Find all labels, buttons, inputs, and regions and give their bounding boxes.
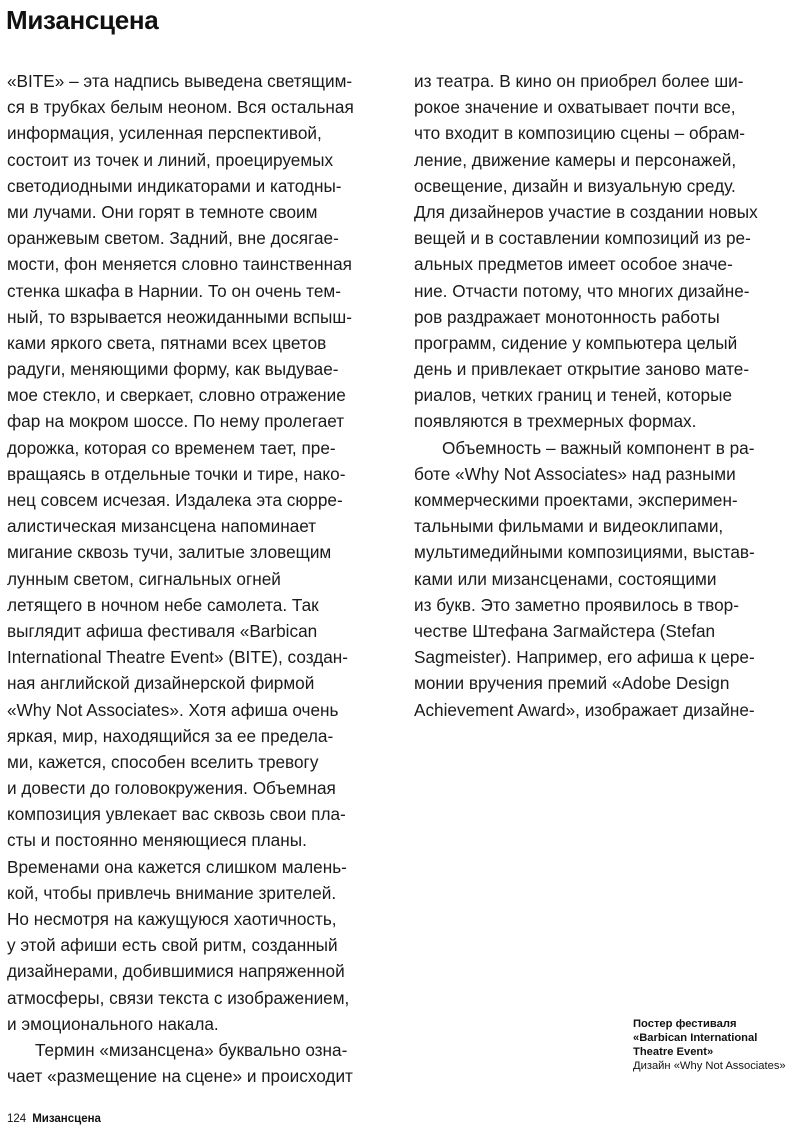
text-line: выглядит афиша фестиваля «Barbican <box>7 620 318 641</box>
page-footer <box>7 1112 101 1126</box>
text-line: лунным светом, сигнальных огней <box>7 568 281 589</box>
text-line: Термин «мизансцена» буквально озна- <box>35 1039 348 1060</box>
text-line: рокое значение и охватывает почти все, <box>414 97 736 118</box>
text-line: риалов, четких границ и теней, которые <box>414 385 733 406</box>
text-line: летящего в ночном небе самолета. Так <box>7 594 319 615</box>
text-line: Для дизайнеров участие в создании новых <box>414 201 758 222</box>
text-line: информация, усиленная перспективой, <box>7 123 322 144</box>
text-line: светодиодными индикаторами и катодны- <box>7 175 342 196</box>
text-line: и довести до головокружения. Объемная <box>7 778 336 799</box>
text-line: ками или мизансценами, состоящими <box>414 568 717 589</box>
text-line: композиция увлекает вас сквозь свои пла- <box>7 804 346 825</box>
figure-caption <box>633 1017 801 1073</box>
text-line: появляются в трехмерных формах. <box>414 411 697 432</box>
text-line: дизайнерами, добившимися напряженной <box>7 961 345 982</box>
caption-title-line: «Barbican International <box>633 1032 758 1044</box>
text-line: вращаясь в отдельные точки и тире, нако- <box>7 463 346 484</box>
text-line: оранжевым светом. Задний, вне досягае- <box>7 228 339 249</box>
text-line: тальными фильмами и видеоклипами, <box>414 516 724 537</box>
text-line: алистическая мизансцена напоминает <box>7 516 317 537</box>
text-line: атмосферы, связи текста с изображением, <box>7 987 350 1008</box>
text-line: ками яркого света, пятнами всех цветов <box>7 332 327 353</box>
text-line: состоит из точек и линий, проецируемых <box>7 149 334 170</box>
text-line: монии вручения премий «Adobe Design <box>414 673 730 694</box>
text-line: яркая, мир, находящийся за ее предела- <box>7 725 334 746</box>
text-line: мости, фон меняется словно таинственная <box>7 254 352 275</box>
text-line: Achievement Award», изображает дизайне- <box>414 699 755 720</box>
text-line: из букв. Это заметно проявилось в твор- <box>414 594 739 615</box>
text-line: ление, движение камеры и персонажей, <box>414 149 737 170</box>
text-line: Временами она кажется слишком малень- <box>7 856 347 877</box>
text-line: сты и постоянно меняющиеся планы. <box>7 830 307 851</box>
text-line: программ, сидение у компьютера целый <box>414 332 738 353</box>
text-line: честве Штефана Загмайстера (Stefan <box>414 620 716 641</box>
text-line: мультимедийными композициями, выстав- <box>414 542 755 563</box>
left-column-text <box>7 68 383 1089</box>
text-line: коммерческими проектами, эксперимен- <box>414 490 738 510</box>
text-line: нец совсем исчезая. Издалека эта сюрре- <box>7 490 343 510</box>
text-line: «BITE» – эта надпись выведена светящим- <box>7 71 353 91</box>
text-line: и эмоционального накала. <box>7 1013 219 1034</box>
caption-title-line: Theatre Event» <box>633 1046 714 1058</box>
text-line: альных предметов имеет особое значе- <box>414 254 733 275</box>
text-line: из театра. В кино он приобрел более ши- <box>414 71 744 91</box>
text-line: вещей и в составлении композиций из ре- <box>414 228 751 249</box>
text-line: ние. Отчасти потому, что многих дизайне- <box>414 280 750 301</box>
text-line: боте «Why Not Associates» над разными <box>414 463 736 484</box>
text-line: ся в трубках белым неоном. Вся остальная <box>7 97 354 118</box>
text-line: радуги, меняющими форму, как выдувае- <box>7 359 339 380</box>
text-line: Sagmeister). Например, его афиша к цере- <box>414 647 755 668</box>
running-head: Мизансцена <box>32 1113 101 1125</box>
text-line: день и привлекает открытие заново мате- <box>414 359 750 380</box>
text-line: кой, чтобы привлечь внимание зрителей. <box>7 882 337 903</box>
text-line: International Theatre Event» (BITE), создан- <box>7 647 349 668</box>
text-line: Объемность – важный компонент в ра- <box>442 437 755 458</box>
text-line: у этой афиши есть свой ритм, созданный <box>7 935 338 956</box>
text-line: мое стекло, и сверкает, словно отражение <box>7 385 346 406</box>
right-column-text <box>414 68 800 723</box>
text-line: фар на мокром шоссе. По нему пролегает <box>7 411 345 432</box>
text-line: ный, то взрывается неожиданными вспыш- <box>7 306 352 327</box>
text-line: ная английской дизайнерской фирмой <box>7 673 315 694</box>
page-number: 124 <box>7 1113 27 1125</box>
page-title: Мизансцена <box>6 5 159 35</box>
caption-title-line: Постер фестиваля <box>633 1018 737 1030</box>
text-line: ми, кажется, способен вселить тревогу <box>7 751 319 772</box>
text-line: стенка шкафа в Нарнии. То он очень тем- <box>7 280 341 301</box>
text-line: ров раздражает монотонность работы <box>414 306 720 327</box>
text-line: Но несмотря на кажущуюся хаотичность, <box>7 909 337 929</box>
text-line: освещение, дизайн и визуальную среду. <box>414 175 736 196</box>
text-line: «Why Not Associates». Хотя афиша очень <box>7 699 339 720</box>
text-line: дорожка, которая со временем тает, пре- <box>7 437 336 458</box>
text-line: что входит в композицию сцены – обрам- <box>414 123 746 144</box>
text-line: мигание сквозь тучи, залитые зловещим <box>7 542 332 563</box>
text-line: ми лучами. Они горят в темноте своим <box>7 201 318 222</box>
text-line: чает «размещение на сцене» и происходит <box>7 1066 353 1087</box>
caption-credit-line: Дизайн «Why Not Associates» <box>633 1060 786 1072</box>
